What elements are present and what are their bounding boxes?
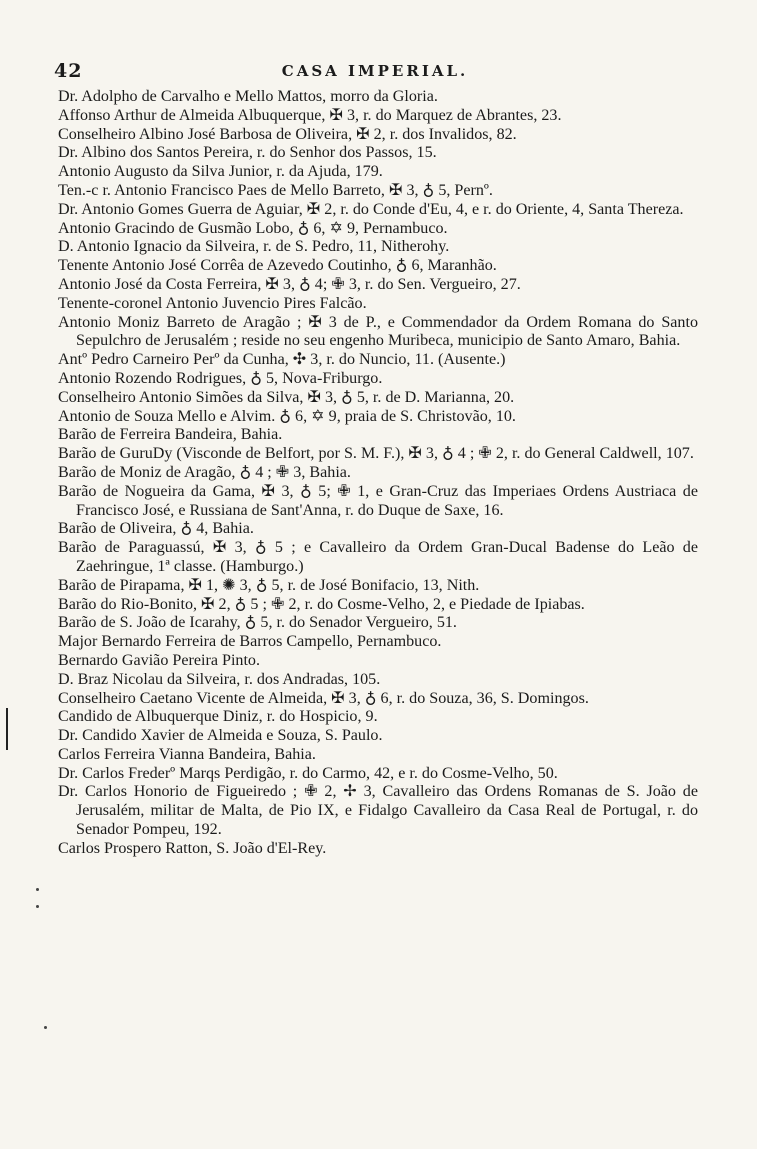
list-item: Barão de Paraguassú, ✠ 3, ♁ 5 ; e Cavalleiro da Ordem Gran-Ducal Badense do Leão de Zaehringue, 1ª classe. (Hamburgo.): [58, 539, 698, 575]
page-speck: [44, 1026, 47, 1029]
list-item: Antonio José da Costa Ferreira, ✠ 3, ♁ 4; ✙ 3, r. do Sen. Vergueiro, 27.: [58, 275, 521, 293]
page-speck: [36, 905, 39, 908]
list-item: Antonio Gracindo de Gusmão Lobo, ♁ 6, ✡ 9, Pernambuco.: [58, 219, 448, 237]
list-item: Dr. Adolpho de Carvalho e Mello Mattos, morro da Gloria.: [58, 88, 438, 105]
page-header: [50, 60, 700, 86]
list-item: Dr. Antonio Gomes Guerra de Aguiar, ✠ 2, r. do Conde d'Eu, 4, e r. do Oriente, 4, Santa Thereza.: [58, 200, 684, 218]
list-item: Barão de GuruDy (Visconde de Belfort, por S. M. F.), ✠ 3, ♁ 4 ; ✙ 2, r. do General Caldwell, 107.: [58, 445, 694, 463]
list-item: Major Bernardo Ferreira de Barros Campello, Pernambuco.: [58, 633, 442, 651]
page-number: 42: [54, 60, 83, 82]
list-item: Antonio Rozendo Rodrigues, ♁ 5, Nova-Friburgo.: [58, 369, 383, 387]
list-item: Conselheiro Albino José Barbosa de Oliveira, ✠ 2, r. dos Invalidos, 82.: [58, 125, 517, 143]
list-item: Affonso Arthur de Almeida Albuquerque, ✠ 3, r. do Marquez de Abrantes, 23.: [58, 106, 562, 124]
list-item: Conselheiro Caetano Vicente de Almeida, ✠ 3, ♁ 6, r. do Souza, 36, S. Domingos.: [58, 689, 589, 707]
list-item: Barão do Rio-Bonito, ✠ 2, ♁ 5 ; ✙ 2, r. do Cosme-Velho, 2, e Piedade de Ipiabas.: [58, 595, 585, 613]
list-item: Antº Pedro Carneiro Perº da Cunha, ✣ 3, r. do Nuncio, 11. (Ausente.): [58, 351, 506, 369]
list-item: Dr. Albino dos Santos Pereira, r. do Senhor dos Passos, 15.: [58, 144, 437, 162]
list-item: Barão de Oliveira, ♁ 4, Bahia.: [58, 520, 254, 538]
list-item: Barão de Moniz de Aragão, ♁ 4 ; ✙ 3, Bahia.: [58, 463, 351, 481]
list-item: Tenente Antonio José Corrêa de Azevedo Coutinho, ♁ 6, Maranhão.: [58, 257, 497, 275]
list-item: D. Antonio Ignacio da Silveira, r. de S. Pedro, 11, Nitherohy.: [58, 238, 450, 256]
list-item: Antonio de Souza Mello e Alvim. ♁ 6, ✡ 9, praia de S. Christovão, 10.: [58, 407, 516, 425]
list-item: Antonio Augusto da Silva Junior, r. da Ajuda, 179.: [58, 163, 383, 181]
list-item: Dr. Carlos Honorio de Figueiredo ; ✙ 2, ✢ 3, Cavalleiro das Ordens Romanas de S. João de Jerusalém, militar de Malta, de Pio IX, e Fidalgo Cavalleiro da Casa Real de Portugal, r. do Senador Pompeu, 192.: [58, 783, 698, 839]
list-item: Barão de Nogueira da Gama, ✠ 3, ♁ 5; ✙ 1, e Gran-Cruz das Imperiaes Ordens Austriaca de Francisco José, e Russiana de Sant'Anna, r. do Duque de Saxe, 16.: [58, 482, 698, 519]
entry-list: [58, 88, 698, 859]
list-item: Ten.-c r. Antonio Francisco Paes de Mello Barreto, ✠ 3, ♁ 5, Pernº.: [58, 181, 493, 199]
list-item: Conselheiro Antonio Simões da Silva, ✠ 3, ♁ 5, r. de D. Marianna, 20.: [58, 388, 515, 406]
running-title: CASA IMPERIAL.: [281, 62, 469, 80]
page-speck: [36, 888, 39, 891]
list-item: Dr. Candido Xavier de Almeida e Souza, S. Paulo.: [58, 727, 383, 745]
list-item: D. Braz Nicolau da Silveira, r. dos Andradas, 105.: [58, 670, 381, 688]
list-item: Barão de Ferreira Bandeira, Bahia.: [58, 426, 283, 444]
list-item: Barão de S. João de Icarahy, ♁ 5, r. do Senador Vergueiro, 51.: [58, 614, 457, 632]
margin-mark: [6, 708, 8, 750]
list-item: Carlos Ferreira Vianna Bandeira, Bahia.: [58, 745, 316, 763]
list-item: Candido de Albuquerque Diniz, r. do Hospicio, 9.: [58, 708, 378, 726]
list-item: Tenente-coronel Antonio Juvencio Pires Falcão.: [58, 294, 367, 312]
list-item: Dr. Carlos Frederº Marqs Perdigão, r. do Carmo, 42, e r. do Cosme-Velho, 50.: [58, 764, 558, 782]
list-item: Barão de Pirapama, ✠ 1, ✺ 3, ♁ 5, r. de José Bonifacio, 13, Nith.: [58, 576, 480, 594]
list-item: Carlos Prospero Ratton, S. João d'El-Rey.: [58, 839, 327, 857]
list-item: Antonio Moniz Barreto de Aragão ; ✠ 3 de P., e Commendador da Ordem Romana do Santo Sepulchro de Jerusalém ; reside no seu engenho Muribeca, municipio de Santo Amaro, Bahia.: [58, 313, 698, 350]
list-item: Bernardo Gavião Pereira Pinto.: [58, 651, 261, 669]
